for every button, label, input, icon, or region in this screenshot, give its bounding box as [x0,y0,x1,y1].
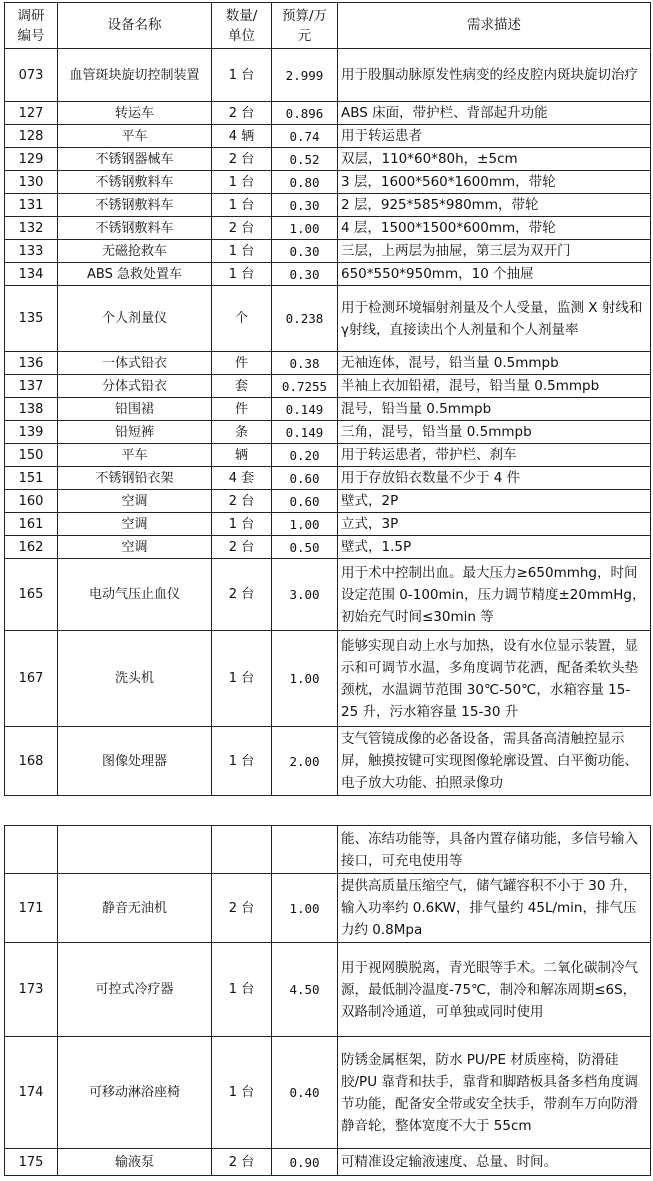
cell-desc: 用于股腘动脉原发性病变的经皮腔内斑块旋切治疗 [338,49,651,102]
cell-id: 161 [5,513,58,536]
cell-id: 150 [5,444,58,467]
cell-id: 139 [5,421,58,444]
cell-name: 铅围裙 [58,398,212,421]
cell-desc: 壁式，1.5P [338,536,651,559]
table-row [5,1037,651,1149]
table-row [5,513,651,536]
cell-id: 171 [5,874,58,943]
cell-budget: 1.00 [272,217,338,240]
cell-budget: 0.80 [272,171,338,194]
cell-id: 135 [5,286,58,352]
header-qty: 数量/ 单位 [212,3,272,49]
cell-name: 空调 [58,536,212,559]
cell-desc: 半袖上衣加铅裙，混号，铅当量 0.5mmpb [338,375,651,398]
cell-desc: 用于检测环境辐射剂量及个人受量，监测 X 射线和γ射线，直接读出个人剂量和个人剂量率 [338,286,651,352]
cell-budget: 0.238 [272,286,338,352]
table-row [5,375,651,398]
cell-id: 129 [5,148,58,171]
cell-id [5,826,58,874]
cell-desc: 无袖连体，混号，铅当量 0.5mmpb [338,352,651,375]
cell-desc: 可精准设定输液速度、总量、时间。 [338,1149,651,1176]
cell-name: 不锈钢敷料车 [58,194,212,217]
cell-desc: 用于转运患者 [338,125,651,148]
cell-desc: 用于术中控制出血。最大压力≥650mmhg，时间设定范围 0-100min，压力调节精度±20mmHg，初始充气时间≤30min 等 [338,559,651,631]
cell-qty: 1 台 [212,513,272,536]
cell-budget: 0.60 [272,490,338,513]
cell-qty: 个 [212,286,272,352]
cell-qty: 1 台 [212,727,272,796]
cell-name: 不锈钢敷料车 [58,171,212,194]
cell-desc: 4 层，1500*1500*600mm，带轮 [338,217,651,240]
table-row [5,444,651,467]
cell-budget: 0.30 [272,240,338,263]
cell-name: 空调 [58,490,212,513]
cell-qty: 1 台 [212,49,272,102]
cell-name: 电动气压止血仪 [58,559,212,631]
cell-name: 血管斑块旋切控制装置 [58,49,212,102]
cell-name: 不锈钢敷料车 [58,217,212,240]
cell-budget [272,826,338,874]
cell-qty: 1 台 [212,240,272,263]
table-row [5,826,651,874]
table-row [5,125,651,148]
procurement-table-upper [4,2,651,796]
cell-name: 不锈钢器械车 [58,148,212,171]
table-header-row [5,3,651,49]
table-row [5,102,651,125]
cell-desc: 提供高质量压缩空气，储气罐容积不小于 30 升，输入功率约 0.6KW，排气量约 45L/min，排气压力约 0.8Mpa [338,874,651,943]
cell-id: 130 [5,171,58,194]
cell-desc: 三角，混号，铅当量 0.5mmpb [338,421,651,444]
table-row [5,559,651,631]
table-row [5,49,651,102]
cell-id: 131 [5,194,58,217]
cell-desc: 用于转运患者，带护栏、刹车 [338,444,651,467]
cell-qty: 件 [212,352,272,375]
cell-id: 162 [5,536,58,559]
table-row [5,263,651,286]
cell-desc: 能、冻结功能等，具备内置存储功能，多信号输入接口，可充电使用等 [338,826,651,874]
cell-desc: ABS 床面，带护栏、背部起升功能 [338,102,651,125]
cell-budget: 0.149 [272,421,338,444]
cell-budget: 0.30 [272,263,338,286]
cell-name: 无磁抢救车 [58,240,212,263]
cell-budget: 0.50 [272,536,338,559]
cell-name: 一体式铅衣 [58,352,212,375]
cell-budget: 0.60 [272,467,338,490]
header-desc: 需求描述 [338,3,651,49]
table-row [5,490,651,513]
cell-name [58,826,212,874]
cell-qty: 条 [212,421,272,444]
cell-desc: 混号，铅当量 0.5mmpb [338,398,651,421]
cell-qty: 1 台 [212,1037,272,1149]
cell-budget: 3.00 [272,559,338,631]
cell-id: 132 [5,217,58,240]
cell-id: 133 [5,240,58,263]
header-id: 调研 编号 [5,3,58,49]
cell-desc: 能够实现自动上水与加热，设有水位显示装置，显示和可调节水温，多角度调节花洒，配备柔软头垫颈枕，水温调节范围 30℃-50℃，水箱容量 15-25 升，污水箱容量 15-30 升 [338,631,651,727]
cell-name: 图像处理器 [58,727,212,796]
header-name: 设备名称 [58,3,212,49]
table-row [5,536,651,559]
cell-id: 134 [5,263,58,286]
cell-desc: 2 层，925*585*980mm，带轮 [338,194,651,217]
cell-name: 静音无油机 [58,874,212,943]
cell-id: 136 [5,352,58,375]
cell-name: 不锈钢铅衣架 [58,467,212,490]
cell-id: 127 [5,102,58,125]
cell-qty: 2 台 [212,559,272,631]
cell-qty: 2 台 [212,490,272,513]
cell-budget: 0.74 [272,125,338,148]
cell-name: ABS 急救处置车 [58,263,212,286]
cell-budget: 0.52 [272,148,338,171]
cell-qty: 辆 [212,444,272,467]
table-row [5,727,651,796]
cell-qty: 1 台 [212,943,272,1037]
cell-budget: 1.00 [272,874,338,943]
cell-qty: 2 台 [212,102,272,125]
cell-name: 平车 [58,444,212,467]
cell-qty: 1 台 [212,263,272,286]
cell-qty: 件 [212,398,272,421]
table-row [5,1149,651,1176]
cell-budget: 2.00 [272,727,338,796]
cell-id: 160 [5,490,58,513]
cell-desc: 3 层，1600*560*1600mm，带轮 [338,171,651,194]
cell-id: 173 [5,943,58,1037]
cell-id: 151 [5,467,58,490]
cell-qty: 2 台 [212,217,272,240]
cell-name: 可移动淋浴座椅 [58,1037,212,1149]
cell-name: 平车 [58,125,212,148]
cell-desc: 支气管镜成像的必备设备，需具备高清触控显示屏，触摸按键可实现图像轮廓设置、白平衡功能、电子放大功能、拍照录像功 [338,727,651,796]
procurement-table-lower [4,825,651,1176]
cell-qty: 套 [212,375,272,398]
cell-desc: 三层，上两层为抽屉，第三层为双开门 [338,240,651,263]
table-row [5,467,651,490]
cell-desc: 用于存放铅衣数量不少于 4 件 [338,467,651,490]
cell-qty: 4 辆 [212,125,272,148]
cell-desc: 双层，110*60*80h，±5cm [338,148,651,171]
cell-budget: 0.7255 [272,375,338,398]
header-budget: 预算/万 元 [272,3,338,49]
table-row [5,631,651,727]
table-row [5,943,651,1037]
cell-id: 167 [5,631,58,727]
cell-budget: 0.896 [272,102,338,125]
cell-budget: 0.38 [272,352,338,375]
table-row [5,148,651,171]
cell-qty: 1 台 [212,631,272,727]
cell-budget: 0.40 [272,1037,338,1149]
cell-id: 175 [5,1149,58,1176]
cell-budget: 4.50 [272,943,338,1037]
cell-budget: 1.00 [272,631,338,727]
table-row [5,874,651,943]
cell-name: 洗头机 [58,631,212,727]
cell-name: 输液泵 [58,1149,212,1176]
cell-name: 个人剂量仪 [58,286,212,352]
cell-qty: 2 台 [212,536,272,559]
cell-name: 空调 [58,513,212,536]
table-row [5,286,651,352]
cell-budget: 0.90 [272,1149,338,1176]
table-row [5,352,651,375]
cell-qty [212,826,272,874]
cell-name: 铅短裤 [58,421,212,444]
cell-name: 分体式铅衣 [58,375,212,398]
cell-desc: 立式，3P [338,513,651,536]
table-row [5,240,651,263]
cell-budget: 1.00 [272,513,338,536]
cell-qty: 2 台 [212,1149,272,1176]
cell-desc: 用于视网膜脱离，青光眼等手术。二氧化碳制冷气源，最低制冷温度-75℃，制冷和解冻周期≤6S，双路制冷通道，可单独或同时使用 [338,943,651,1037]
cell-id: 174 [5,1037,58,1149]
cell-desc: 650*550*950mm，10 个抽屉 [338,263,651,286]
cell-desc: 壁式，2P [338,490,651,513]
cell-budget: 0.149 [272,398,338,421]
cell-id: 138 [5,398,58,421]
cell-qty: 2 台 [212,148,272,171]
cell-id: 165 [5,559,58,631]
table-row [5,421,651,444]
cell-budget: 0.20 [272,444,338,467]
cell-name: 转运车 [58,102,212,125]
table-row [5,194,651,217]
table-row [5,171,651,194]
cell-budget: 2.999 [272,49,338,102]
cell-qty: 2 台 [212,874,272,943]
cell-desc: 防锈金属框架，防水 PU/PE 材质座椅，防滑硅胶/PU 靠背和扶手，靠背和脚踏板具备多档角度调节功能，配备安全带或安全扶手，带刹车万向防滑静音轮，整体宽度不大于 55cm [338,1037,651,1149]
table-row [5,217,651,240]
cell-qty: 1 台 [212,194,272,217]
table-row [5,398,651,421]
cell-qty: 4 套 [212,467,272,490]
cell-name: 可控式冷疗器 [58,943,212,1037]
cell-id: 128 [5,125,58,148]
cell-id: 137 [5,375,58,398]
cell-id: 168 [5,727,58,796]
cell-qty: 1 台 [212,171,272,194]
cell-budget: 0.30 [272,194,338,217]
cell-id: 073 [5,49,58,102]
